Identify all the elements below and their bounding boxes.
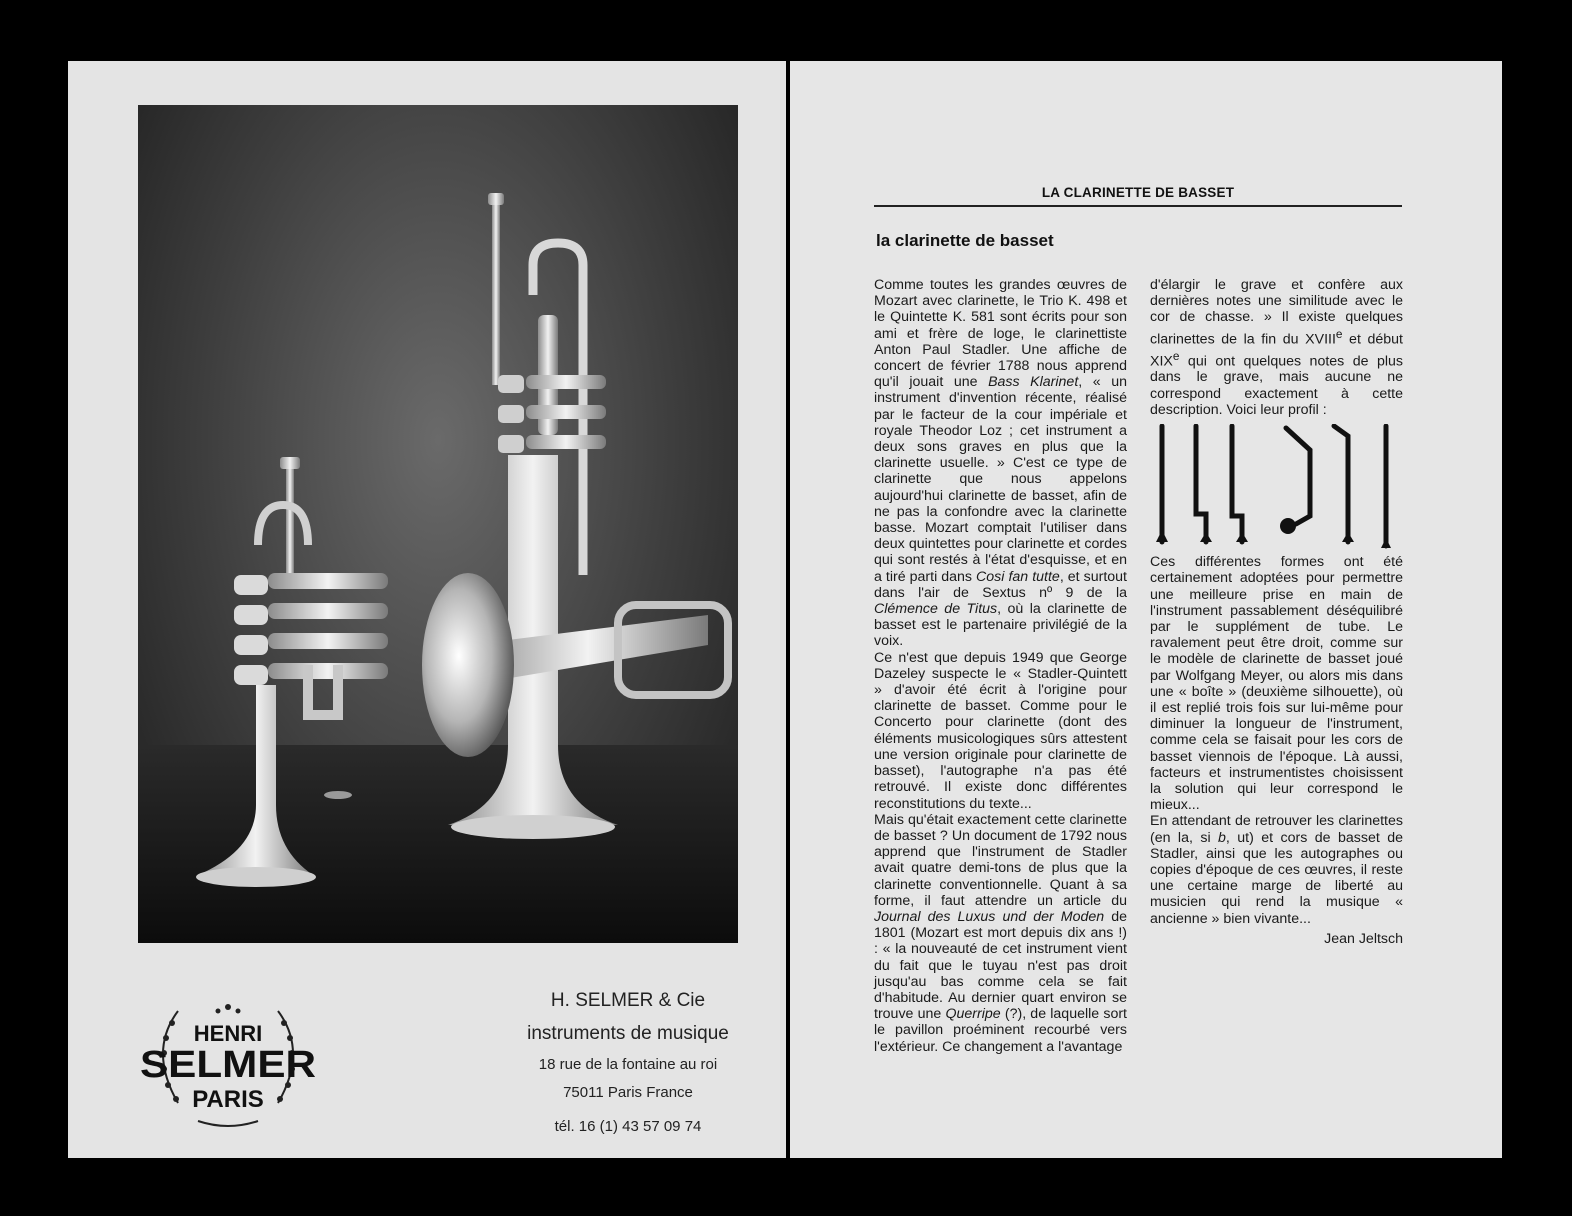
left-page <box>68 61 786 1158</box>
superscript: e <box>1335 326 1343 341</box>
italic-run: Bass Klarinet <box>988 374 1079 391</box>
text-run: , et surtout dans l'air de Sextus nº 9 de la <box>874 568 1127 601</box>
italic-run: Cosi fan tutte <box>976 568 1060 585</box>
text-run: , où la clarinette de basset est le partenaire privilégié de la voix. <box>874 601 1127 650</box>
running-header: LA CLARINETTE DE BASSET <box>1041 185 1235 200</box>
right-page <box>790 61 1502 1158</box>
italic-run: Clémence de Titus <box>874 601 998 618</box>
text-run: (?), de laquelle sort le pavillon proéminent recourbé vers l'extérieur. Ce changement a l'avantage <box>874 1006 1127 1055</box>
profile-5 <box>1334 426 1348 542</box>
logo-line-1: HENRI <box>193 1021 263 1046</box>
profile-3 <box>1232 426 1242 542</box>
profile-4 <box>1286 428 1310 524</box>
header-rule <box>874 205 1402 207</box>
text-run: En attendant de retrouver les clarinettes (en la, si <box>1150 813 1403 846</box>
logo-line-2: SELMER <box>140 1044 316 1086</box>
text-column-2 <box>1150 277 1403 947</box>
company-phone: tél. 16 (1) 43 57 09 74 <box>554 1118 702 1135</box>
trumpets-photo <box>138 105 738 943</box>
text-run: Comme toutes les grandes œuvres de Mozart avec clarinette, le Trio K. 498 et le Quintette K. 581 sont écrits pour son ami et frère de loge, le clarinettiste Anton Paul Stadler. Une affiche de concert de février 1788 nous apprend qu'il jouait une <box>874 277 1127 391</box>
clarinet-profiles-figure <box>1150 424 1403 550</box>
text-run: Mais qu'était exactement cette clarinette de basset ? Un document de 1792 nous apprend que l'instrument de Stadler avait quatre demi-tons de plus que la clarinette conventionnelle. Quant à sa forme, il faut attendre un article du <box>874 811 1127 909</box>
text-run: , « un instrument d'invention récente, réalisé par le facteur de la cour impériale et royale Theodor Loz ; cet instrument a deux sons graves en plus que la clarinette usuelle. » C'est ce type de clarinette que nous appelons aujourd'hui clarinette de basset, afin de ne pas la confondre avec la clarinette basse. Mozart comptait l'utiliser dans deux quintettes pour clarinette et cordes qui sont restés à l'état d'esquisse, et en a tiré parti dans <box>874 374 1127 585</box>
text-run: qui ont quelques notes de plus dans le grave, mais aucune ne correspond exactement à cette description. Voici leur profil : <box>1150 353 1403 418</box>
trumpets-illustration <box>138 105 738 943</box>
company-info <box>498 985 758 1141</box>
company-address-line-2: 75011 Paris France <box>563 1084 693 1101</box>
company-name: H. SELMER & Cie <box>550 990 706 1011</box>
selmer-logo <box>138 993 318 1133</box>
paragraph-4: Ces différentes formes ont été certainement adoptées pour permettre une meilleure prise en main de l'instrument passablement déséquilibré par le supplément de tube. Le ravalement peut être droit, comme sur le modèle de clarinette de basset joué par Wolfgang Meyer, ou alors mis dans une « boîte » (deuxième silhouette), où il est replié trois fois sur lui-même pour diminuer la longueur de l'instrument, comme cela se faisait pour les cors de basset viennois de l'époque. Là aussi, facteurs et instrumentistes choisissent la solution qui leur correspond le mieux... <box>1150 554 1403 814</box>
paragraph-3-continued <box>1150 277 1403 418</box>
author-signature: Jean Jeltsch <box>1324 930 1403 947</box>
paragraph-5 <box>1150 813 1403 926</box>
italic-run: Querripe <box>945 1006 1001 1023</box>
text-run: d'élargir le grave et confère aux dernières notes une similitude avec le cor de chasse. » Il existe quelques clarinettes de la fin du XVIII <box>1150 277 1403 348</box>
paragraph-3 <box>874 812 1127 1055</box>
article-title: la clarinette de basset <box>876 231 1054 250</box>
logo-line-3: PARIS <box>192 1086 264 1113</box>
paragraph-2: Ce n'est que depuis 1949 que George Dazeley suspecte le « Stadler-Quintett » d'avoir été écrit à l'origine pour clarinette de basset. Comme pour le Concerto pour clarinette (dont des éléments musicologiques sûrs attestent une version originale pour clarinette de basset), l'autographe n'a pas été retrouvé. Il existe donc différentes reconstitutions du texte... <box>874 649 1127 812</box>
italic-run: Journal des Luxus und der Moden <box>874 908 1105 925</box>
profile-2 <box>1196 426 1206 542</box>
superscript: e <box>1172 348 1180 363</box>
company-address-line-1: 18 rue de la fontaine au roi <box>538 1056 718 1073</box>
paragraph-1 <box>874 277 1127 650</box>
italic-run: b <box>1218 829 1226 846</box>
text-column-1 <box>874 277 1127 1055</box>
company-tagline: instruments de musique <box>527 1023 729 1044</box>
text-run: et début XIX <box>1150 331 1403 370</box>
text-run: , ut) et cors de basset de Stadler, ainsi que les autographes ou copies d'époque de ces œuvres, il reste une certaine marge de liberté au musicien qui rend la musique « ancienne » bien vivante... <box>1150 829 1403 927</box>
text-run: de 1801 (Mozart est mort depuis dix ans !) : « la nouveauté de cet instrument vient du fait que le tuyau n'est pas droit jusqu'au bas comme cela se fait d'habitude. Au dernier quart environ se trouve une <box>874 908 1128 1023</box>
